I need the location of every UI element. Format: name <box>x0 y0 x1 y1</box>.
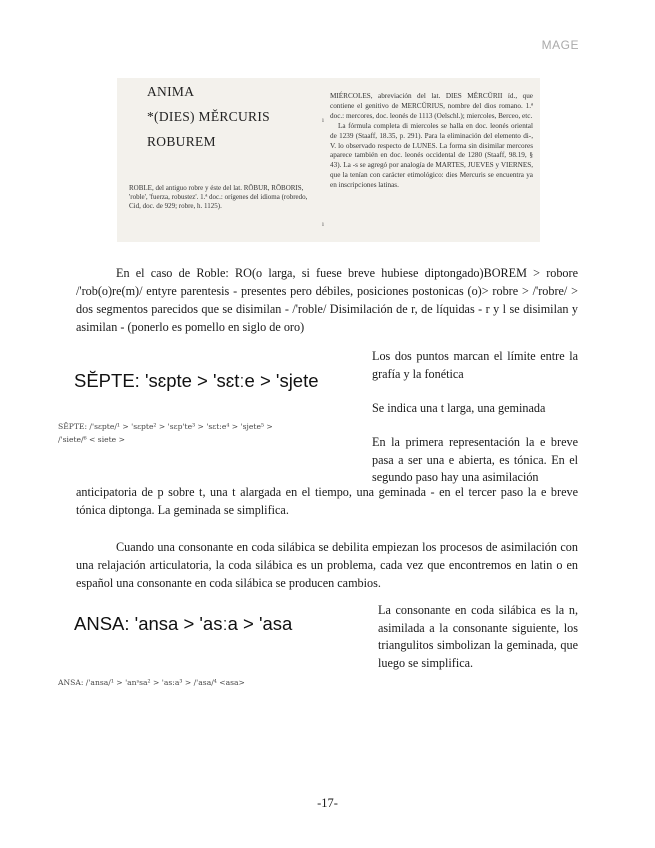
septe-detailed-transcription <box>58 420 358 446</box>
septe-note-geminate: Se indica una t larga, una geminada <box>372 401 546 415</box>
septe-note-graphy: Los dos puntos marcan el límite entre la grafía y la fonética <box>372 349 578 381</box>
septe-transcription: SĔPTE: 'sɛpte > 'sɛtːe > 'sjete <box>74 370 319 391</box>
septe-note-process-continued: anticipatoria de p sobre t, una t alargada en el tiempo, una geminada - en el tercer paso la e breve tónica diptonga. La geminada se simplifica. <box>76 485 578 517</box>
ansa-transcription: ANSA: 'ansa > 'asːa > 'asa <box>74 613 293 634</box>
headword-roburem: ROBUREM <box>147 134 216 149</box>
septe-note-process: En la primera representación la e breve pasa a ser una e abierta, es tónica. En el segundo paso hay una asimilación <box>372 435 578 484</box>
headword-dies-mercuris: *(DIES) MĚRCURIS <box>147 109 270 124</box>
definition-miercoles-part-2: La fórmula completa di miercoles se halla en doc. leonés oriental de 1239 (Staaff, 18.35, p. 291). Para la eliminación del elemento di-, V. lo observado respecto de LUNES. La forma sin disimilar mercores aparece también en doc. leonés occidental de 1280 (Staaff, 98.19, § 43). La -s se agregó por analogía de MARTES, JUEVES y VIERNES, que la tenían con carácter etimológico: dies Mercuris se encuentra ya en inscripciones latinas. <box>330 121 533 190</box>
definition-roble: ROBLE, del antiguo robre y éste del lat. RŌBUR, RŌBORIS, 'roble', 'fuerza, robustez'. 1.ª doc.: orígenes del idioma (robredo, Cid, doc. de 929; robre, h. 1125). <box>129 184 308 210</box>
septe-detailed-line-2: /'siete/⁶ < siete > <box>58 435 125 444</box>
page-header: MAGE <box>541 38 579 52</box>
margin-mark: ı <box>322 116 324 124</box>
definition-miercoles <box>330 92 533 191</box>
definition-miercoles-part-1: MIÉRCOLES, abreviación del lat. DIES MĔRCŬRII íd., que contiene el genitivo de MERCŬRIUS, nombre del dios romano. 1.ª doc.: mercores, doc. leonés de 1113 (Oelschl.); miercoles, Berceo, etc. <box>330 92 533 120</box>
paragraph-coda: Cuando una consonante en coda silábica se debilita empiezan los procesos de asimilación con una relajación articulatoria, la coda silábica es un problema, cada vez que encontremos en latin o en español una consonante en coda silábica se producen cambios. <box>76 540 578 590</box>
page-number: -17- <box>317 796 338 810</box>
scanned-dictionary-clipping <box>117 78 540 242</box>
paragraph-roble: En el caso de Roble: RO(o larga, si fuese breve hubiese diptongado)BOREM > robore /'rob(o)re(m)/ entyre parentesis - presentes pero débiles, posiciones postonicas (o)> robre > /'robre/ > dos segmentos parecidos que se disimilan - /'roble/ Disimilación de r, de líquidas - r y l se disimilan y asimilan - (ponerlo es pomello en siglo de oro) <box>76 266 578 334</box>
ansa-detailed-transcription: ANSA: /'ansa/¹ > 'anˢsa² > 'as:a³ > /'asa/⁴ <asa> <box>58 678 245 687</box>
headword-anima: ANIMA <box>147 84 195 99</box>
ansa-note: La consonante en coda silábica es la n, asimilada a la consonante siguiente, los triangulitos simbolizan la geminada, que luego se simplifica. <box>378 603 578 670</box>
septe-detailed-line-1: SĔPTE: /'sɛpte/¹ > 'sɛpte² > 'sɛp'te³ > 'sɛt:e⁴ > 'sjete⁵ > <box>58 422 273 431</box>
margin-mark: ı <box>322 220 324 228</box>
